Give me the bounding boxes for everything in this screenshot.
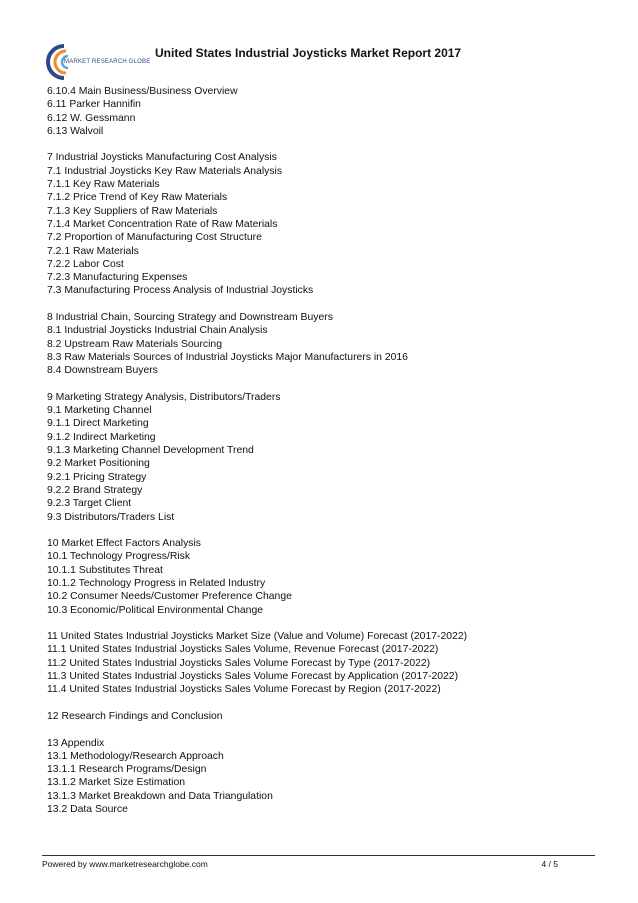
toc-spacer bbox=[47, 723, 607, 736]
toc-entry: 9.1.2 Indirect Marketing bbox=[47, 431, 156, 443]
logo-text: MARKET RESEARCH GLOBE bbox=[64, 59, 151, 65]
toc-entry: 9.1.3 Marketing Channel Development Trend bbox=[47, 445, 254, 457]
toc-entry: 13.1.3 Market Breakdown and Data Triangulation bbox=[47, 790, 273, 802]
toc-spacer bbox=[47, 138, 607, 151]
toc-entry: 13.1.2 Market Size Estimation bbox=[47, 777, 186, 789]
toc-entry: 10.3 Economic/Political Environmental Change bbox=[47, 604, 264, 616]
toc-entry: 6.10.4 Main Business/Business Overview bbox=[47, 86, 238, 97]
toc-spacer bbox=[47, 378, 607, 391]
toc-entry: 8 Industrial Chain, Sourcing Strategy and Downstream Buyers bbox=[47, 312, 333, 324]
toc-entry: 11.2 United States Industrial Joysticks Sales Volume Forecast by Type (2017-2022) bbox=[47, 657, 431, 669]
toc-entry: 7.1.1 Key Raw Materials bbox=[47, 179, 160, 191]
toc-spacer bbox=[47, 617, 607, 630]
toc-entry: 9.2.2 Brand Strategy bbox=[47, 484, 143, 496]
toc-entry: 7.2.3 Manufacturing Expenses bbox=[47, 272, 188, 284]
toc-entry: 9.3 Distributors/Traders List bbox=[47, 511, 175, 523]
toc-entry: 8.1 Industrial Joysticks Industrial Chain Analysis bbox=[47, 325, 268, 337]
toc-entry: 7 Industrial Joysticks Manufacturing Cost Analysis bbox=[47, 152, 277, 164]
toc-entry: 8.2 Upstream Raw Materials Sourcing bbox=[47, 338, 222, 350]
toc-entry: 7.3 Manufacturing Process Analysis of Industrial Joysticks bbox=[47, 285, 314, 297]
toc-entry: 10.1.2 Technology Progress in Related Industry bbox=[47, 577, 266, 589]
toc-entry: 10.1.1 Substitutes Threat bbox=[47, 564, 163, 576]
toc-entry: 11 United States Industrial Joysticks Market Size (Value and Volume) Forecast (2017-2022) bbox=[47, 631, 468, 643]
toc-entry: 7.2 Proportion of Manufacturing Cost Structure bbox=[47, 232, 262, 244]
toc-entry: 9.1.1 Direct Marketing bbox=[47, 418, 149, 430]
toc-entry: 7.2.2 Labor Cost bbox=[47, 258, 124, 270]
toc-entry: 8.4 Downstream Buyers bbox=[47, 365, 158, 377]
market-research-globe-logo bbox=[42, 42, 152, 82]
toc-entry: 9 Marketing Strategy Analysis, Distributors/Traders bbox=[47, 391, 281, 403]
toc-entry: 11.1 United States Industrial Joysticks Sales Volume, Revenue Forecast (2017-2022) bbox=[47, 644, 439, 656]
toc-entry: 13.1 Methodology/Research Approach bbox=[47, 750, 224, 762]
toc-entry: 7.1.2 Price Trend of Key Raw Materials bbox=[47, 192, 228, 204]
toc-entry: 10.2 Consumer Needs/Customer Preference Change bbox=[47, 591, 292, 603]
toc-entry: 7.1.3 Key Suppliers of Raw Materials bbox=[47, 205, 218, 217]
footer-powered-by: Powered by www.marketresearchglobe.com bbox=[42, 859, 208, 869]
report-title: United States Industrial Joysticks Market Report 2017 bbox=[155, 46, 462, 60]
toc-entry: 13 Appendix bbox=[47, 737, 105, 749]
toc-entry: 7.2.1 Raw Materials bbox=[47, 245, 139, 257]
toc-spacer bbox=[47, 298, 607, 311]
page-header bbox=[0, 0, 638, 88]
toc-entry: 12 Research Findings and Conclusion bbox=[47, 710, 223, 722]
toc-entry: 10 Market Effect Factors Analysis bbox=[47, 538, 201, 550]
toc-entry: 11.4 United States Industrial Joysticks Sales Volume Forecast by Region (2017-2022) bbox=[47, 684, 441, 696]
toc-entry: 7.1 Industrial Joysticks Key Raw Materials Analysis bbox=[47, 165, 283, 177]
toc-entry: 9.2.1 Pricing Strategy bbox=[47, 471, 147, 483]
toc-entry: 11.3 United States Industrial Joysticks Sales Volume Forecast by Application (2017-2022) bbox=[47, 671, 459, 683]
toc-entry: 13.2 Data Source bbox=[47, 804, 128, 816]
toc-entry: 7.1.4 Market Concentration Rate of Raw Materials bbox=[47, 218, 278, 230]
footer-divider bbox=[42, 855, 595, 856]
toc-spacer bbox=[47, 697, 607, 710]
toc-entry: 9.1 Marketing Channel bbox=[47, 405, 152, 417]
toc-entry: 8.3 Raw Materials Sources of Industrial Joysticks Major Manufacturers in 2016 bbox=[47, 351, 408, 363]
toc-spacer bbox=[47, 524, 607, 537]
toc-entry: 6.13 Walvoil bbox=[47, 125, 104, 137]
toc-entry: 6.12 W. Gessmann bbox=[47, 112, 136, 124]
page-number: 4 / 5 bbox=[541, 859, 558, 869]
table-of-contents bbox=[47, 85, 607, 816]
toc-entry: 10.1 Technology Progress/Risk bbox=[47, 551, 191, 563]
toc-entry: 6.11 Parker Hannifin bbox=[47, 99, 141, 111]
toc-entry: 9.2.3 Target Client bbox=[47, 498, 132, 510]
toc-entry: 13.1.1 Research Programs/Design bbox=[47, 764, 207, 776]
toc-entry: 9.2 Market Positioning bbox=[47, 458, 150, 470]
